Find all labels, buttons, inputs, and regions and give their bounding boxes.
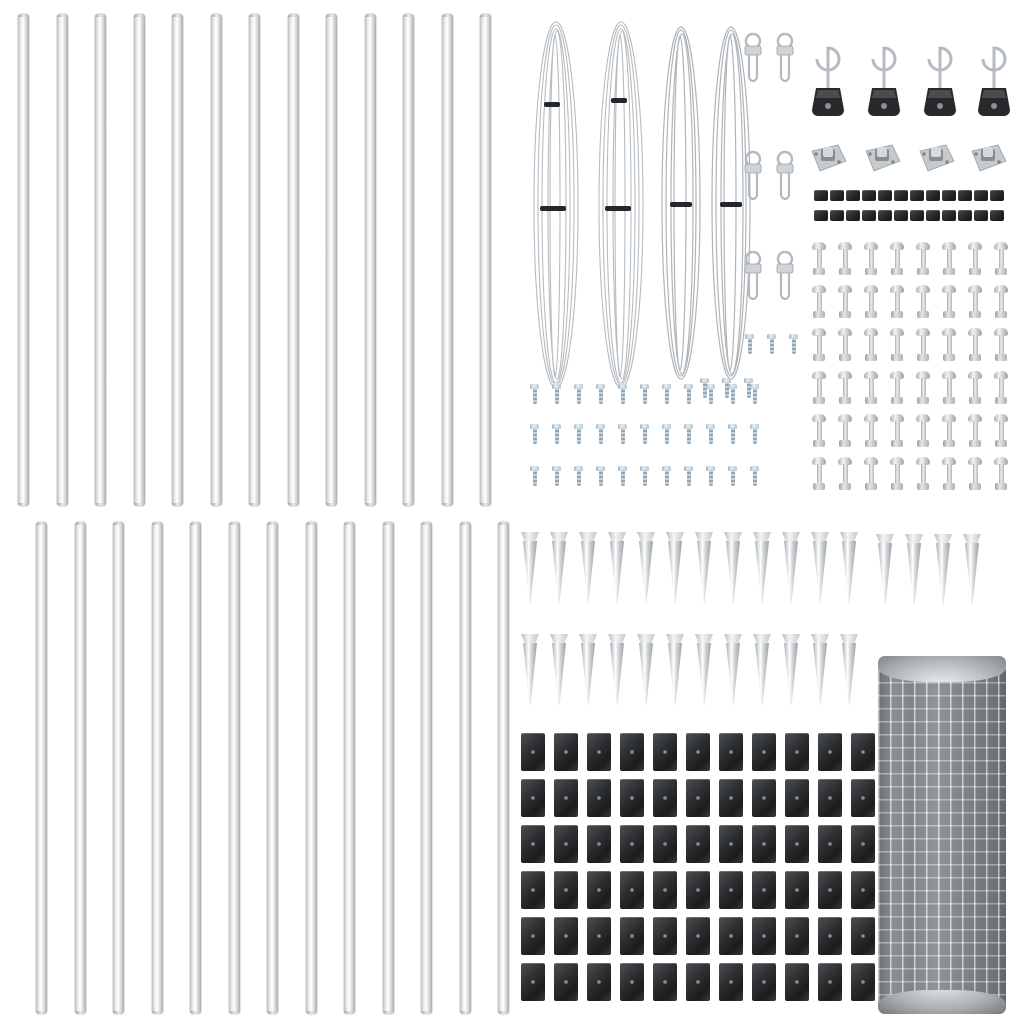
- black-plastic-spacer: [878, 190, 892, 201]
- black-wire-clip: [554, 733, 578, 771]
- black-plastic-spacer: [990, 190, 1004, 201]
- black-plastic-spacer: [814, 210, 828, 221]
- fence-post: [75, 522, 86, 1014]
- black-wire-clip: [620, 733, 644, 771]
- fence-post: [36, 522, 47, 1014]
- black-wire-clip: [851, 825, 875, 863]
- black-wire-clip: [851, 917, 875, 955]
- black-wire-clip: [752, 825, 776, 863]
- fence-post: [172, 14, 183, 506]
- j-hook-with-base: [918, 22, 962, 132]
- fence-post: [326, 14, 337, 506]
- fence-post: [152, 522, 163, 1014]
- black-wire-clip: [818, 917, 842, 955]
- black-wire-clip: [785, 825, 809, 863]
- eye-hook-tensioner: [772, 148, 798, 205]
- black-plastic-spacer: [830, 190, 844, 201]
- black-wire-clip: [620, 917, 644, 955]
- fence-post: [365, 14, 376, 506]
- black-wire-clip: [620, 963, 644, 1001]
- j-hook-with-base: [862, 22, 906, 132]
- black-plastic-spacer: [878, 210, 892, 221]
- black-wire-clip: [719, 779, 743, 817]
- fence-post: [113, 522, 124, 1014]
- black-wire-clip: [851, 733, 875, 771]
- fence-post: [383, 522, 394, 1014]
- black-wire-clip: [818, 825, 842, 863]
- black-wire-clip: [719, 917, 743, 955]
- black-wire-clip: [653, 917, 677, 955]
- fence-post: [480, 14, 491, 506]
- eye-hook-tensioner: [740, 30, 766, 87]
- fence-post: [421, 522, 432, 1014]
- square-mounting-plate: [862, 143, 902, 179]
- fence-post: [344, 522, 355, 1014]
- square-mounting-plate: [808, 143, 848, 179]
- fence-post: [288, 14, 299, 506]
- fence-post: [95, 14, 106, 506]
- black-plastic-spacer: [958, 210, 972, 221]
- black-wire-clip: [554, 825, 578, 863]
- black-wire-clip: [785, 963, 809, 1001]
- black-wire-clip: [587, 917, 611, 955]
- mesh-roll-bottom-edge: [878, 990, 1006, 1014]
- black-wire-clip: [752, 917, 776, 955]
- black-plastic-spacer: [894, 210, 908, 221]
- black-wire-clip: [785, 917, 809, 955]
- black-wire-clip: [653, 963, 677, 1001]
- fence-post: [211, 14, 222, 506]
- fence-post: [134, 14, 145, 506]
- black-wire-clip: [521, 963, 545, 1001]
- black-plastic-spacer: [862, 210, 876, 221]
- fence-post: [18, 14, 29, 506]
- black-plastic-spacer: [974, 210, 988, 221]
- black-plastic-spacer: [910, 190, 924, 201]
- fence-post: [229, 522, 240, 1014]
- black-plastic-spacer: [910, 210, 924, 221]
- fence-post: [306, 522, 317, 1014]
- black-plastic-spacer: [990, 210, 1004, 221]
- black-wire-clip: [686, 963, 710, 1001]
- mesh-grid-texture: [878, 656, 1006, 1014]
- black-plastic-spacer: [958, 190, 972, 201]
- black-wire-clip: [818, 871, 842, 909]
- black-wire-clip: [686, 733, 710, 771]
- black-wire-clip: [653, 779, 677, 817]
- fence-post: [267, 522, 278, 1014]
- black-plastic-spacer: [974, 190, 988, 201]
- black-wire-clip: [554, 871, 578, 909]
- black-wire-clip: [653, 825, 677, 863]
- black-wire-clip: [587, 871, 611, 909]
- black-wire-clip: [620, 825, 644, 863]
- black-plastic-spacer: [814, 190, 828, 201]
- black-wire-clip: [851, 963, 875, 1001]
- fence-post: [249, 14, 260, 506]
- black-wire-clip: [587, 825, 611, 863]
- black-plastic-spacer: [846, 190, 860, 201]
- black-wire-clip: [686, 917, 710, 955]
- black-plastic-spacer: [942, 190, 956, 201]
- black-wire-clip: [719, 733, 743, 771]
- black-wire-clip: [719, 871, 743, 909]
- black-wire-clip: [521, 779, 545, 817]
- black-wire-clip: [785, 779, 809, 817]
- black-plastic-spacer: [926, 210, 940, 221]
- black-wire-clip: [521, 871, 545, 909]
- black-plastic-spacer: [894, 190, 908, 201]
- black-wire-clip: [686, 825, 710, 863]
- black-plastic-spacer: [830, 210, 844, 221]
- black-plastic-spacer: [942, 210, 956, 221]
- black-wire-clip: [587, 733, 611, 771]
- black-wire-clip: [521, 733, 545, 771]
- wire-mesh-roll: [878, 656, 1006, 1014]
- black-wire-clip: [818, 733, 842, 771]
- black-wire-clip: [851, 871, 875, 909]
- fence-post: [460, 522, 471, 1014]
- black-wire-clip: [719, 963, 743, 1001]
- fence-post: [403, 14, 414, 506]
- black-wire-clip: [653, 733, 677, 771]
- black-wire-clip: [686, 871, 710, 909]
- black-wire-clip: [752, 871, 776, 909]
- fence-post: [190, 522, 201, 1014]
- black-wire-clip: [554, 963, 578, 1001]
- square-mounting-plate: [968, 143, 1008, 179]
- black-wire-clip: [587, 779, 611, 817]
- black-wire-clip: [752, 963, 776, 1001]
- black-wire-clip: [752, 779, 776, 817]
- eye-hook-tensioner: [740, 248, 766, 305]
- eye-hook-tensioner: [772, 30, 798, 87]
- fence-post: [498, 522, 509, 1014]
- black-wire-clip: [620, 779, 644, 817]
- black-wire-clip: [653, 871, 677, 909]
- j-hook-with-base: [972, 22, 1016, 132]
- black-wire-clip: [785, 733, 809, 771]
- black-plastic-spacer: [846, 210, 860, 221]
- wire-coil-1: [520, 10, 592, 400]
- black-wire-clip: [620, 871, 644, 909]
- black-wire-clip: [554, 779, 578, 817]
- fence-post: [442, 14, 453, 506]
- black-plastic-spacer: [862, 190, 876, 201]
- wire-coil-2: [585, 10, 657, 400]
- fence-post: [57, 14, 68, 506]
- black-wire-clip: [851, 779, 875, 817]
- black-wire-clip: [752, 733, 776, 771]
- black-wire-clip: [521, 825, 545, 863]
- eye-hook-tensioner: [772, 248, 798, 305]
- black-plastic-spacer: [926, 190, 940, 201]
- black-wire-clip: [686, 779, 710, 817]
- mesh-roll-top-edge: [878, 656, 1006, 682]
- black-wire-clip: [818, 779, 842, 817]
- black-wire-clip: [521, 917, 545, 955]
- black-wire-clip: [785, 871, 809, 909]
- j-hook-with-base: [806, 22, 850, 132]
- black-wire-clip: [818, 963, 842, 1001]
- black-wire-clip: [587, 963, 611, 1001]
- eye-hook-tensioner: [740, 148, 766, 205]
- black-wire-clip: [554, 917, 578, 955]
- black-wire-clip: [719, 825, 743, 863]
- square-mounting-plate: [916, 143, 956, 179]
